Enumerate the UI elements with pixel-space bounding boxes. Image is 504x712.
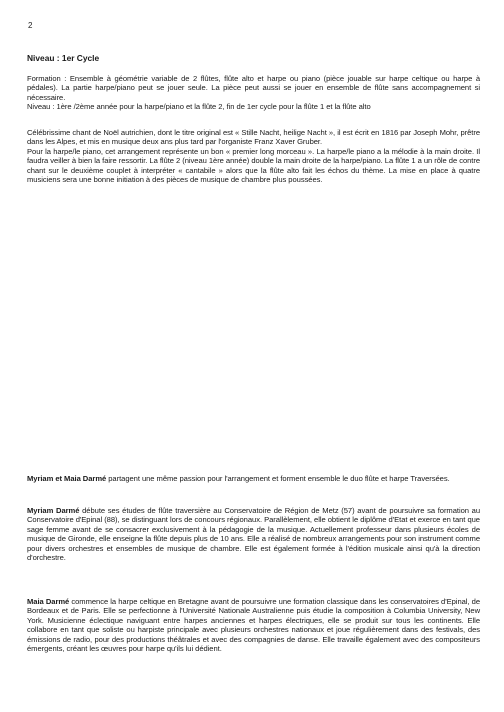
bio-maia <box>27 597 480 653</box>
formation-paragraph: Formation : Ensemble à géométrie variable de 2 flûtes, flûte alto et harpe ou piano (pièce jouable sur harpe celtique ou harpe à pédales). La partie harpe/piano peut se jouer seule. La pièce peut aussi se jouer en ensemble de flûte sans accompagnement si nécessaire. <box>27 74 480 102</box>
level-heading: Niveau : 1er Cycle <box>27 53 100 63</box>
bio-name: Myriam et Maia Darmé <box>27 474 107 483</box>
bio-myriam <box>27 506 480 562</box>
arrangement-paragraph: Pour la harpe/le piano, cet arrangement représente un bon « premier long morceau ». La harpe/le piano a la mélodie à la main droite. Il faudra veiller à bien la faire ressortir. La flûte 2 (niveau 1ère année) double la main droite de la harpe/piano. La flûte 1 a un rôle de contre chant sur le deuxième couplet à interpréter « cantabile » alors que la flûte alto fait les échos du thème. La mise en place à quatre musiciens sera une bonne initiation à des pièces de musique de chambre plus poussées. <box>27 146 480 185</box>
formation-block <box>27 74 480 112</box>
history-paragraph: Célébrissime chant de Noël autrichien, dont le titre original est « Stille Nacht, heilige Nacht », il est écrit en 1816 par Joseph Mohr, prêtre dans les Alpes, et mis en musique deux ans plus tard par l'organiste Franz Xaver Gruber. <box>27 128 480 147</box>
bio-name: Myriam Darmé <box>27 506 80 515</box>
description-block <box>27 128 480 184</box>
bio-duo <box>27 474 480 483</box>
bio-text: débute ses études de flûte traversière au Conservatoire de Région de Metz (57) avant de poursuivre sa formation au Conservatoire d'Epinal (88), se distinguant lors de concours régionaux. Parallèlement, elle obtient le diplôme d'Etat et exerce en tant que sage femme avant de se consacrer exclusivement à la pédagogie de la musique. Actuellement professeur dans plusieurs écoles de musique de Gironde, elle enseigne la flûte depuis plus de 10 ans. Elle a réalisé de nombreux arrangements pour son instrument comme pour divers orchestres et ensembles de musique de chambre. Elle est également formée à l'édition musicale ainsi qu'à la direction d'orchestre. <box>27 506 480 563</box>
bio-text: commence la harpe celtique en Bretagne avant de poursuivre une formation classique dans les conservatoires d'Epinal, de Bordeaux et de Paris. Elle se perfectionne à l'Université Nationale Australienne puis étudie la composition à Columbia University, New York. Musicienne éclectique naviguant entre harpes anciennes et harpes électriques, elle se produit sur tous les continents. Elle collabore en tant que soliste ou harpiste principale avec plusieurs orchestres nationaux et joue régulièrement dans des festivals, des émissions de radio, pour des productions théâtrales et avec des compagnies de danse. Elle travaille également avec des compositeurs émergents, créant les œuvres pour harpe qu'ils lui dédient. <box>27 597 480 654</box>
bio-text: partagent une même passion pour l'arrangement et forment ensemble le duo flûte et harpe Traversées. <box>106 474 450 483</box>
level-paragraph: Niveau : 1ère /2ème année pour la harpe/piano et la flûte 2, fin de 1er cycle pour la flûte 1 et la flûte alto <box>27 102 371 112</box>
bio-name: Maia Darmé <box>27 597 70 606</box>
page-number: 2 <box>28 21 33 30</box>
